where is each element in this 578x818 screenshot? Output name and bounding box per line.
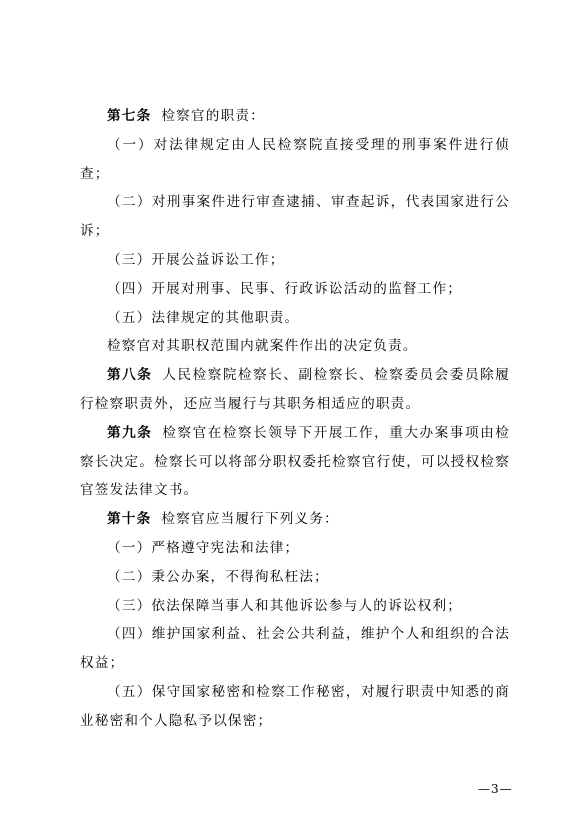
article-10-item-2: （二）秉公办案，不得徇私枉法； xyxy=(107,568,329,585)
article-8-text: 人民检察院检察长、副检察长、检察委员会委员除履行检察职责外，还应当履行与其职务相适应的职责。 xyxy=(80,367,510,412)
document-body xyxy=(80,102,510,736)
article-8 xyxy=(80,361,510,419)
article-7-item-3: （三）开展公益诉讼工作； xyxy=(107,251,285,268)
article-7-text: 检察官的职责： xyxy=(161,108,265,124)
article-9-heading: 第九条 xyxy=(107,424,153,441)
article-7-closing: 检察官对其职权范围内就案件作出的决定负责。 xyxy=(107,338,418,355)
article-10-item-3: （三）依法保障当事人和其他诉讼参与人的诉讼权利； xyxy=(107,597,463,614)
article-9 xyxy=(80,419,510,505)
article-10-item-4: （四）维护国家利益、社会公共利益，维护个人和组织的合法权益； xyxy=(80,626,510,672)
article-8-heading: 第八条 xyxy=(107,367,153,384)
article-7-item-1: （一）对法律规定由人民检察院直接受理的刑事案件进行侦查； xyxy=(80,136,510,182)
page-number: —3— xyxy=(478,782,513,796)
article-10-item-1: （一）严格遵守宪法和法律； xyxy=(107,539,300,556)
article-10-item-5: （五）保守国家秘密和检察工作秘密，对履行职责中知悉的商业秘密和个人隐私予以保密； xyxy=(80,683,510,729)
article-10-heading: 第十条 xyxy=(107,511,152,528)
article-10-text: 检察官应当履行下列义务： xyxy=(161,511,339,528)
article-7-intro xyxy=(80,102,510,131)
article-10-intro xyxy=(80,505,510,534)
article-7-heading: 第七条 xyxy=(107,108,152,124)
article-7-item-4: （四）开展对刑事、民事、行政诉讼活动的监督工作； xyxy=(107,280,463,297)
article-7-item-5: （五）法律规定的其他职责。 xyxy=(107,309,300,326)
article-9-text: 检察官在检察长领导下开展工作，重大办案事项由检察长决定。检察长可以将部分职权委托检察官行使，可以授权检察官签发法律文书。 xyxy=(80,424,510,499)
article-7-item-2: （二）对刑事案件进行审查逮捕、审查起诉，代表国家进行公诉； xyxy=(80,194,510,240)
